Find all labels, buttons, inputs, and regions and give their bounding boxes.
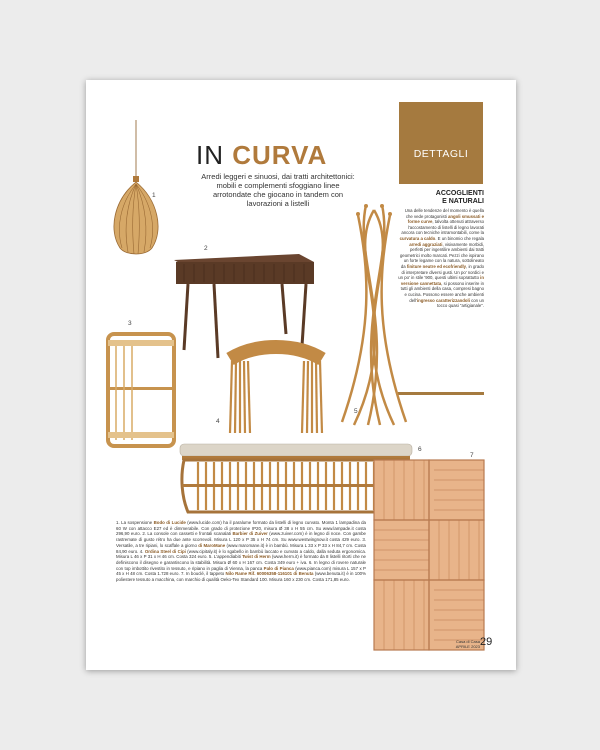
item-number-3: 3 [128,320,132,327]
caption-product-name: Twist di Herm [242,554,271,560]
bamboo-stool-image [226,335,326,440]
sidebar-highlight: arredi aggraziati [409,241,443,247]
sidebar-text: con un tocco quasi "artigianale". [436,297,484,309]
caption-text: (www.benuta.it) è in 100% poliestere tessuto a macchina, con marchio di qualità Oeko-Tex Standard 100. Misura 160 x 230 cm. Costa 171,85 euro. [116,571,366,583]
magazine-issue: APRILE 2023 [455,643,480,649]
sidebar-highlight: angoli smussati e forme curve [407,213,484,225]
title-accent: CURVA [232,140,328,170]
coat-stand-image [334,200,414,430]
caption-text: (www.zuiver.com) è in legno di noce. Con gambe rastremate di gusto rétro ha due ante scorrevoli. Misura L 120 x P 35 x H 74 cm. Su www.westwingnow.it costa 429 euro. 3. Versatile, a tre ripiani, lo scaffale a giorno [116,531,366,548]
sidebar-text: , si possono inserire in tutti gli ambienti della casa, compresi bagno e cucina. Possono essere anche ambienti dell' [400,280,484,303]
item-number-4: 4 [216,418,220,425]
sidebar-heading [406,190,484,206]
caption-text: (www.lucide.com) ha il paralume formato da listelli di legno curvato. Monta 1 lampadina da 60 W con attacco E27 ed è dimmerabile. Con grado di protezione IP20, misura Ø 38 x H 55 cm. Su www.lampade.it costa 296,90 euro. 2. La console con cassetti e frontali scanalati [116,520,366,537]
page-number: 29 [480,636,493,648]
rug-image [374,460,484,650]
magazine-name: Casa di Casa [455,639,480,644]
sidebar-highlight: ingresso caratterizzandoli [416,297,470,303]
caption-text: (www.herm.it) è formato da 8 listelli ritorti che ne definiscono il disegno e garantiscono la stabilità. Misura Ø 60 x H 167 cm. Costa 349 euro + iva. 6. In legno di rovere naturale con top imbottito rivestito in tessuto, e ripiano in paglia di Vienna, la panca [116,554,366,571]
sidebar-highlight: curvatura a caldo [399,235,436,241]
caption-product-name: Palo di Pianca [263,565,294,571]
caption-product-name: Bodo di Lucide [153,520,186,525]
pendant-lamp-image [106,120,166,270]
dettagli-box [399,102,483,184]
sidebar-text: , in grado di interpretare diversi gusti. Un po' nordici e un po' in stile '900, questi ultimi soprattutto [398,263,484,281]
sidebar-heading-line2: E NATURALI [442,198,484,205]
caption-product-name: di MaroMane [198,542,226,548]
sidebar-heading-line1: ACCOGLIENTI [435,190,484,197]
item-number-1: 1 [152,192,156,199]
caption-text: 1. La sospensione [116,520,154,525]
sidebar-text: . E un binomio che regala [435,235,484,241]
magazine-footer [425,640,480,649]
page-subtitle: Arredi leggeri e sinuosi, dai tratti architettonici: mobili e complementi sfoggiano linee arrotondate che giocano in tandem con lavorazioni a listelli [201,172,355,208]
magazine-page [86,80,516,670]
dettagli-label: DETTAGLI [413,148,469,160]
page-title [196,140,327,171]
sidebar-text: , visivamente morbidi, perfetti per ingentilire ambienti dai tratti geometrici molto marcati. Pezzi che ispirano un forte legame con la natura, sottolineato da [399,241,484,269]
title-prefix: IN [196,140,224,170]
caption-product-name: Barbier di Zuiver [232,531,268,537]
caption-text: (www.maromane.it) è in bambù. Misura L 33 x P 33 x H 84,7 cm. Costa 84,90 euro. 4. [116,542,366,554]
caption-product-name: Ordina Steel di Cipi [144,548,186,554]
item-number-5: 5 [354,408,358,415]
sidebar-text: Una delle tendenze del momento è quella che vede protagonisti [404,208,484,219]
caption-product-name: Nilo Rame Rif. 60006358-116101 di Benuta [225,571,314,577]
caption-text: (www.cipitaly.it) è lo sgabello in bambù laccato e curvato a caldo, dalla seduta ergonomica. Misura L 46 x P 31 x H 46 cm. Costa 324 euro. 5. L'appendiabiti [116,548,366,560]
item-number-2: 2 [204,245,208,252]
sidebar-highlight: in versione cannettata [400,275,484,286]
item-number-7: 7 [470,452,474,459]
product-captions [116,520,366,583]
caption-text: (www.pianca.com) misura L 157 x P 45 x H 48 cm. Costa 1.728 euro. 7. In bouclé, il tappeto [116,565,366,577]
bamboo-shelf-image [106,332,178,448]
sidebar-highlight: finiture neutre ed ecofriendly [406,263,467,269]
item-number-6: 6 [418,446,422,453]
sidebar-text: , talvolta ottenuti attraverso l'accostamento di listelli di legno lavorati ancora con tecniche intramontabili, come la [401,219,484,236]
